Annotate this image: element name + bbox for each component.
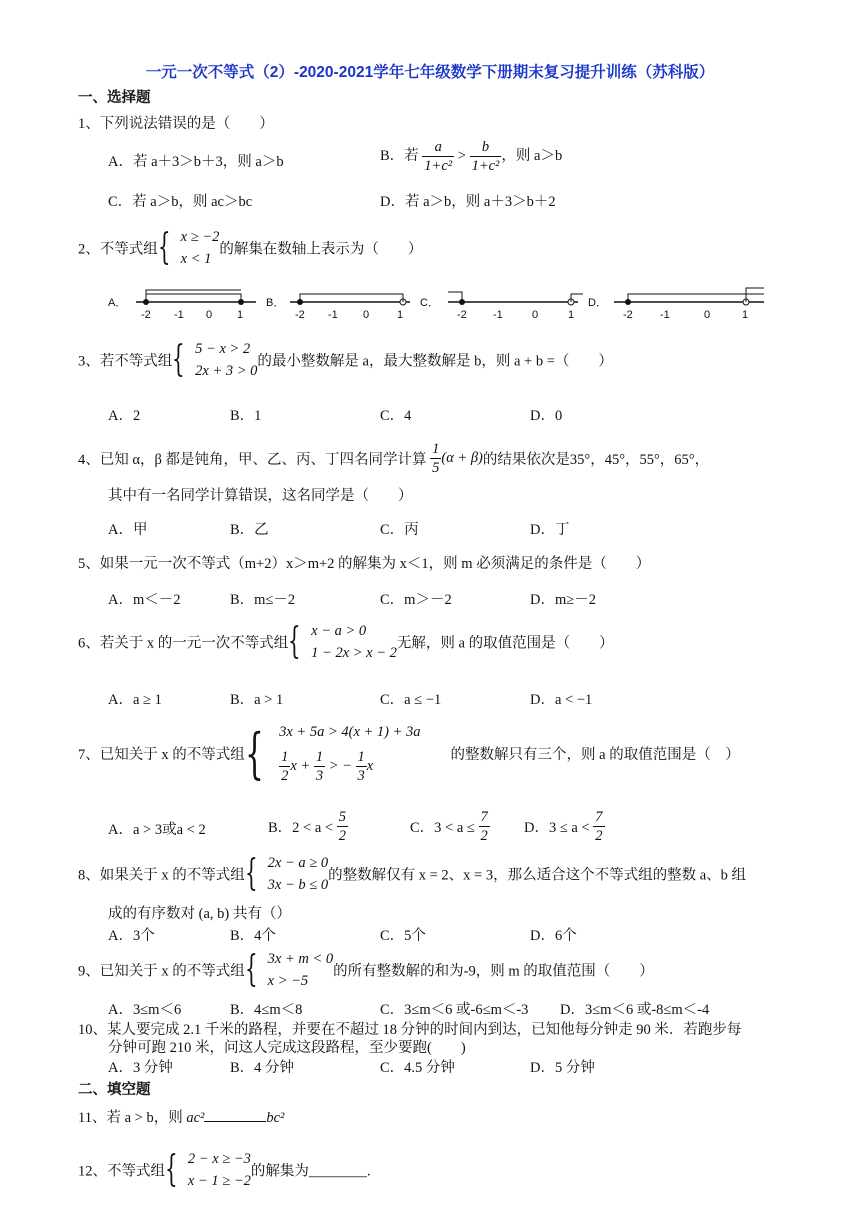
svg-text:-2: -2	[295, 309, 305, 321]
q2-number-line-options	[108, 284, 768, 324]
section-heading-fill: 二、填空题	[78, 1082, 151, 1098]
svg-text:1: 1	[237, 309, 244, 321]
question-9: 9、已知关于 x 的不等式组{ 3x + m < 0 x > −5 的所有整数解的和为-9，则 m 的取值范围（ ）	[78, 949, 654, 990]
q9-option-a: A．3≤m＜6	[108, 1002, 182, 1018]
question-10-line1: 10、某人要完成 2.1 千米的路程，并要在不超过 18 分钟的时间内到达，已知他每分钟走 90 米．若跑步每	[78, 1022, 742, 1038]
q3-option-b: B．1	[230, 408, 262, 424]
q7-option-b: B．2 < a < $\frac{5}{2}$	[268, 809, 346, 844]
svg-text:-1: -1	[493, 309, 503, 321]
q5-option-c: C．m＞－2	[380, 592, 452, 608]
q5-option-a: A．m＜－2	[108, 592, 181, 608]
q6-option-c: C．a ≤ −1	[380, 692, 442, 708]
number-line-b	[290, 294, 410, 321]
q2-option-a-label: A．	[108, 297, 127, 309]
question-3: 3、若不等式组{ 5 − x > 2 2x + 3 > 0 的最小整数解是 a，最大整数解是 b，则 a + b =（ ）	[78, 339, 613, 380]
q9-option-b: B．4≤m＜8	[230, 1002, 303, 1018]
page-title: 一元一次不等式（2）-2020-2021学年七年级数学下册期末复习提升训练（苏科版）	[145, 64, 715, 81]
question-12: 12、不等式组{ 2 − x ≥ −3 x − 1 ≥ −2 的解集为________.	[78, 1149, 371, 1190]
q4-option-d: D．丁	[530, 522, 570, 538]
q9-option-c: C．3≤m＜6 或-6≤m＜-3	[380, 1002, 529, 1018]
number-line-a	[136, 290, 256, 321]
q8-option-a: A．3个	[108, 928, 155, 944]
q10-option-b: B．4 分钟	[230, 1060, 295, 1076]
q1-option-c: C．若 a＞b，则 ac＞bc	[108, 194, 253, 210]
svg-text:0: 0	[704, 309, 711, 321]
question-1-stem: 1、下列说法错误的是（ ）	[78, 116, 274, 132]
q3-option-c: C．4	[380, 408, 412, 424]
svg-text:1: 1	[397, 309, 404, 321]
q8-option-b: B．4个	[230, 928, 276, 944]
q3-option-d: D．0	[530, 408, 563, 424]
q4-option-c: C．丙	[380, 522, 419, 538]
question-8: 8、如果关于 x 的不等式组{ 2x − a ≥ 0 3x − b ≤ 0 的整数解仅有 x = 2、x = 3，那么适合这个不等式组的整数 a、b 组	[78, 853, 747, 894]
question-8-line2: 成的有序数对 (a, b) 共有（）	[108, 906, 291, 922]
answer-blank-11[interactable]	[204, 1109, 266, 1122]
q10-option-d: D．5 分钟	[530, 1060, 595, 1076]
q2-option-b-label: B．	[266, 297, 285, 309]
svg-text:-1: -1	[328, 309, 338, 321]
svg-text:0: 0	[532, 309, 539, 321]
question-10-line2: 分钟可跑 210 米，问这人完成这段路程，至少要跑( )	[108, 1040, 466, 1056]
q10-option-a: A．3 分钟	[108, 1060, 173, 1076]
number-lines-svg	[108, 284, 768, 324]
q2-system: x ≥ −2 x < 1	[180, 229, 220, 267]
question-4-line2: 其中有一名同学计算错误，这名同学是（ ）	[108, 488, 413, 504]
svg-text:-1: -1	[660, 309, 670, 321]
svg-text:-2: -2	[623, 309, 633, 321]
question-4: 4、已知 α，β 都是钝角，甲、乙、丙、丁四名同学计算 $\frac{1}{5}$ (α + β)的结果依次是35°，45°，55°，65°，	[78, 441, 710, 476]
question-2: 2、不等式组{ x ≥ −2 x < 1 的解集在数轴上表示为（ ）	[78, 227, 423, 268]
q2-option-d-label: D．	[588, 297, 607, 309]
q3-option-a: A．2	[108, 408, 141, 424]
q9-option-d: D．3≤m＜6 或-8≤m＜-4	[560, 1002, 710, 1018]
q10-option-c: C．4.5 分钟	[380, 1060, 455, 1076]
q5-option-d: D．m≥－2	[530, 592, 596, 608]
svg-text:0: 0	[363, 309, 370, 321]
question-7: 7、已知关于 x 的不等式组{ 3x + 5a > 4(x + 1) + 3a $\frac{1}{2}$ x + $\frac{1}{3}$ > − $\frac{1}{3}$ x 的整数解只有三个，则 a 的取值范围是（ ）	[78, 721, 740, 785]
q2-option-c-label: C．	[420, 297, 439, 309]
q8-option-c: C．5个	[380, 928, 426, 944]
section-heading-choice: 一、选择题	[78, 90, 151, 106]
q7-option-d: D．3 ≤ a < $\frac{7}{2}$	[524, 809, 603, 844]
q4-option-a: A．甲	[108, 522, 148, 538]
q1-option-b: B．若 $\frac{a}{\text{1+c²}}$ > $\frac{b}{\text{1+c²}}$ ，则 a＞b	[380, 139, 563, 174]
q1-option-a: A．若 a＋3＞b＋3，则 a＞b	[108, 154, 284, 170]
q7-option-a: A．a > 3或a < 2	[108, 822, 206, 838]
svg-text:0: 0	[206, 309, 213, 321]
q6-option-a: A．a ≥ 1	[108, 692, 162, 708]
q8-option-d: D．6个	[530, 928, 577, 944]
svg-text:-2: -2	[141, 309, 151, 321]
question-11: 11、若 a > b，则 ac² bc²	[78, 1110, 285, 1126]
number-line-d	[614, 288, 764, 321]
svg-text:-1: -1	[174, 309, 184, 321]
number-line-c	[448, 292, 583, 321]
question-6: 6、若关于 x 的一元一次不等式组{ x − a > 0 1 − 2x > x − 2 无解，则 a 的取值范围是（ ）	[78, 621, 614, 662]
svg-text:1: 1	[742, 309, 749, 321]
q4-option-b: B．乙	[230, 522, 269, 538]
q1-option-d: D．若 a＞b，则 a＋3＞b＋2	[380, 194, 556, 210]
q6-option-d: D．a < −1	[530, 692, 593, 708]
q6-option-b: B．a > 1	[230, 692, 284, 708]
question-5-stem: 5、如果一元一次不等式（m+2）x＞m+2 的解集为 x＜1，则 m 必须满足的条件是（ ）	[78, 556, 651, 572]
svg-text:-2: -2	[457, 309, 467, 321]
svg-text:1: 1	[568, 309, 575, 321]
q5-option-b: B．m≤－2	[230, 592, 296, 608]
q7-option-c: C．3 < a ≤ $\frac{7}{2}$	[410, 809, 488, 844]
